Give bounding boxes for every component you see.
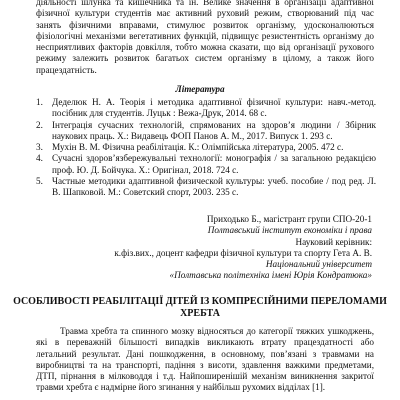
reference-item	[36, 97, 376, 120]
reference-text: Деделюк Н. А. Теорія і методика адаптивної фізичної культури: навч.-метод. посібник для студентів. Луцьк : Вежа-Друк, 2014. 68 с.	[52, 97, 376, 119]
supervisor-name: к.фіз.вих., доцент кафедри фізичної культури та спорту Гета А. В.	[114, 247, 372, 258]
reference-item	[36, 120, 376, 143]
reference-text: Інтеграція сучасних технологій, спрямованих на здоров’я людини / Збірник наукових праць. Х.: Видавець ФОП Панов А. М., 2017. Випуск 1. 293 с.	[52, 119, 376, 141]
reference-number: 2.	[36, 119, 43, 130]
reference-text: Сучасні здоров’язбережувальні технології: монографія / за загальною редакцією проф. Ю. Д. Бойчука. Х.: Оригінал, 2018. 724 с.	[52, 153, 376, 175]
literature-heading: Література	[175, 84, 225, 94]
author-name: Приходько Б., магістрант групи СПО-20-1	[206, 214, 372, 224]
reference-list	[36, 97, 376, 199]
author-block	[112, 214, 372, 282]
reference-number: 4.	[36, 153, 43, 164]
reference-number: 1.	[36, 97, 43, 107]
reference-text: Частные методики адаптивной физической культуры: учеб. пособие / под ред. Л. В. Шапковой. М.: Советский спорт, 2003. 235 с.	[52, 176, 376, 198]
supervisor-label: Науковий керівник:	[295, 236, 372, 247]
supervisor-institution-name: «Полтавська політехніка імені Юрія Кондратюка»	[169, 270, 372, 281]
reference-number: 3.	[36, 142, 43, 153]
reference-item	[36, 176, 376, 199]
author-institution: Полтавський інститут економіки і права	[207, 225, 372, 236]
intro-paragraph	[36, 0, 374, 76]
reference-number: 5.	[36, 176, 43, 187]
reference-text: Мухін В. М. Фізична реабілітація. К.: Олімпійська література, 2005. 472 с.	[52, 142, 344, 153]
article-paragraph: Травма хребта та спинного мозку відносяться до категорії тяжких ушкоджень, які в переважній більшості випадків викликають втрату працездатності або летальний результат. Дані пошкодження, в основному, пов’язані з травмами на виробництві та на транспорті, падіння з висоти, здавлення важкими предметами, ДТП, пірнання в мілководдя і т.д. Найпоширенішій механізм виникнення закритої травми хребта є надмірне його згинання у найбільш рухомих відділах [1].	[36, 326, 374, 393]
article-body	[36, 326, 374, 394]
reference-item	[36, 153, 376, 176]
supervisor-institution: Національний університет	[265, 259, 372, 270]
reference-item	[36, 142, 376, 153]
intro-text: діяльності шлунка та кишечника та ін. Велике значення в організації адаптивної фізичної культури студентів має активний руховий режим, створюваний під час занять фізичними вправами, стимулює розвиток організму, удосконалюються фізіологічні механізми вегетативних функцій, підвищує резистентність організму до несприятливих факторів довкілля, тобто можна сказати, що від організації рухового режиму залежить розвиток багатьох систем організму в цілому, а також його працездатність.	[36, 0, 374, 75]
article-title: ОСОБЛИВОСТІ РЕАБІЛІТАЦІЇ ДІТЕЙ ІЗ КОМПРЕСІЙНИМИ ПЕРЕЛОМАМИ ХРЕБТА	[13, 296, 387, 319]
